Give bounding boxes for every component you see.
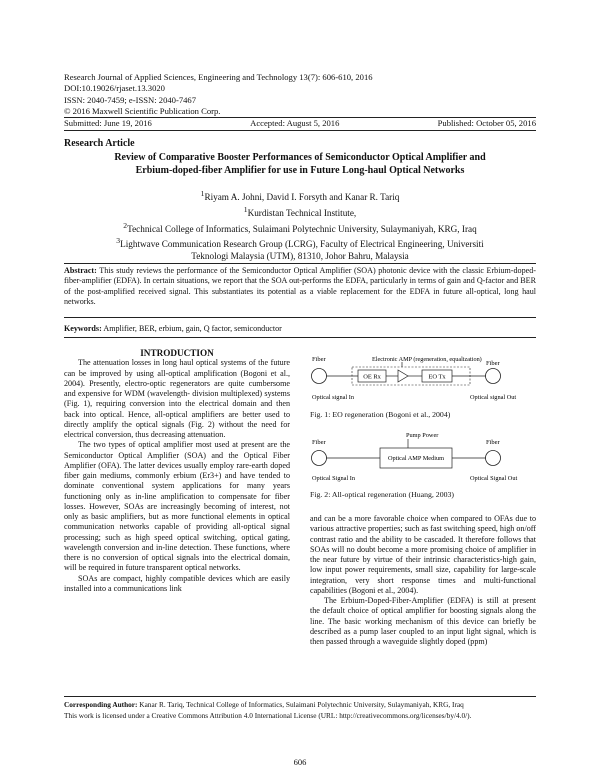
column-right [310, 514, 536, 647]
fig2-fiber-right: Fiber [486, 439, 500, 446]
submitted-date: Submitted: June 19, 2016 [64, 118, 152, 128]
abstract-rule-top [64, 263, 536, 264]
figure-2-diagram [310, 430, 536, 486]
figure-2-caption: Fig. 2: All-optical regeneration (Huang, 2003) [310, 490, 454, 499]
intro-paragraph-2: The two types of optical amplifier most used at present are the Semiconductor Optical Amplifier (SOA) and the Optical Fiber Amplifier (OFA). The latter devices usually employ rare-earth doped fiber gain mediums, commonly erbium (Er3+) and have tended to dominate conventional system applications for many years functioning only as in-line amplification to compensate for fiber losses. However, SOAs are increasingly becoming of interest, not only as basic amplifiers, but as more functional elements in optical communication networks capable of providing all-optical signal processing; such as high speed optical switching, optical gating, wavelength conversion and in-line detection. These functions, where there is no conversion of optical signals into the electrical domain, will be required in future transparent optical networks. [64, 440, 290, 573]
figure-1-diagram [310, 352, 536, 408]
corresponding-author-text: Kanar R. Tariq, Technical College of Informatics, Sulaimani Polytechnic University, Sulaymaniyah, KRG, Iraq [139, 700, 464, 709]
fig1-fiber-right: Fiber [486, 360, 500, 367]
doi: DOI:10.19026/rjaset.13.3020 [64, 83, 165, 94]
fig1-oe-rx-label: OE Rx [363, 373, 381, 381]
intro-paragraph-4: and can be a more favorable choice when compared to OFAs due to various attractive properties; such as fast switching speed, high on/off contrast ratio and the ability to be cascaded. It therefore follows that SOAs will no doubt become a more promising choice of amplifier in the near future by virtue of their intrinsic characteristics-high gain, low input power requirements, small size, capability for large-scale integration, very short response times and multi-functional capabilities (Bogoni et al., 2004). [310, 514, 536, 595]
keywords-label: Keywords: [64, 324, 102, 333]
fig2-pump-label: Pump Power [406, 432, 439, 439]
fig2-input-label: Optical Signal In [312, 475, 356, 482]
affiliation-3-cont: Teknologi Malaysia (UTM), 81310, Johor Bahru, Malaysia [191, 251, 409, 262]
abstract [64, 266, 536, 308]
intro-paragraph-3: SOAs are compact, highly compatible devices which are easily installed into a communications link [64, 573, 290, 593]
title-line-1: Review of Comparative Booster Performances of Semiconductor Optical Amplifier and [114, 152, 486, 163]
issn: ISSN: 2040-7459; e-ISSN: 2040-7467 [64, 94, 197, 105]
article-type: Research Article [64, 138, 135, 149]
corresponding-author-label: Corresponding Author: [64, 700, 138, 709]
fig2-amp-label: Optical AMP Medium [387, 455, 445, 462]
paper-title [64, 152, 536, 178]
abstract-text: This study reviews the performance of the Semiconductor Optical Amplifier (SOA) photonic device with the classic Erbium-doped-fiber-amplifier (EDFA). In certain situations, we report that the SOA out-performs the EDFA, particularly in terms of gain and Q-factor and BER of the post-amplified received signal. This substantiates its potential as a viable replacement for the EDFA in future all-optical, long haul networks. [64, 266, 536, 307]
fig1-fiber-left: Fiber [312, 356, 326, 363]
authors-block [64, 188, 536, 263]
figure-1-caption: Fig. 1: EO regeneration (Bogoni et al., 2004) [310, 410, 451, 419]
intro-paragraph-1: The attenuation losses in long haul optical systems of the future can be improved by using all-optical amplification (Bogoni et al., 2004). Presently, electro-optic regenerators are quite cumbersome and expensive for WDM (wavelength- division multiplexed) systems (Fig. 1), requiring conversion into the electrical domain and then back into optical. Hence, all-optical amplifiers are better used to directly amplify the optical signals (Fig. 2) without the need for electrical conversion, thus decreasing attenuation. [64, 358, 290, 439]
affiliation-3: $^3$Lightwave Communication Research Group (LCRG), Faculty of Electrical Engineering, Universiti [116, 236, 484, 250]
keywords-rule [64, 337, 536, 338]
license-text: This work is licensed under a Creative Commons Attribution 4.0 International License (URL: http://creativecommons.org/licenses/by/4.0/). [64, 711, 472, 721]
fig1-amplifier-triangle [398, 370, 408, 382]
copyright: © 2016 Maxwell Scientific Publication Corp. [64, 106, 221, 117]
header-rule-bottom [64, 130, 536, 131]
title-line-2: Erbium-doped-fiber Amplifier for use in Future Long-haul Optical Networks [135, 164, 465, 176]
fig2-fiber-coil-left [312, 451, 327, 466]
fig1-fiber-coil-left [312, 369, 327, 384]
page-number: 606 [293, 757, 307, 767]
journal-name: Research Journal of Applied Sciences, Engineering and Technology 13(7): 606-610, 2016 [64, 72, 373, 82]
abstract-label: Abstract: [64, 266, 97, 275]
corresponding-author [64, 700, 536, 709]
abstract-rule-bottom [64, 317, 536, 318]
author-names: $^1$Riyam A. Johni, David I. Forsyth and Kanar R. Tariq [200, 189, 400, 203]
fig2-fiber-left: Fiber [312, 439, 326, 446]
fig1-input-label: Optical signal In [312, 394, 354, 401]
footer-rule-top [64, 696, 536, 697]
keywords [64, 324, 536, 333]
footer [64, 700, 536, 721]
accepted-date: Accepted: August 5, 2016 [250, 118, 340, 128]
fig1-eo-tx-label: EO Tx [428, 373, 446, 381]
published-date: Published: October 05, 2016 [437, 118, 536, 128]
fig1-fiber-coil-right [486, 369, 501, 384]
affiliation-1: $^1$Kurdistan Technical Institute, [243, 204, 357, 218]
journal-header [64, 72, 373, 118]
intro-paragraph-5: The Erbium-Doped-Fiber-Amplifier (EDFA) is still at present the default choice of optical amplifier for boosting signals along the line. The basic working mechanism of this device can briefly be described as a pump laser coupled to an input light signal, which is then passed through a waveguide slightly doped (ppm) [310, 596, 536, 646]
fig2-output-label: Optical Signal Out [470, 475, 518, 482]
section-heading: INTRODUCTION [140, 348, 214, 358]
fig2-fiber-coil-right [486, 451, 501, 466]
affiliation-2: $^2$Technical College of Informatics, Sulaimani Polytechnic University, Sulaymaniyah, KRG, Iraq [123, 220, 477, 234]
keywords-text: Amplifier, BER, erbium, gain, Q factor, semiconductor [103, 324, 282, 333]
dates-row [64, 118, 536, 128]
fig1-output-label: Optical signal Out [470, 394, 517, 401]
fig1-top-label: Electronic AMP (regeneration, equalization) [372, 356, 482, 363]
column-left [64, 348, 290, 594]
